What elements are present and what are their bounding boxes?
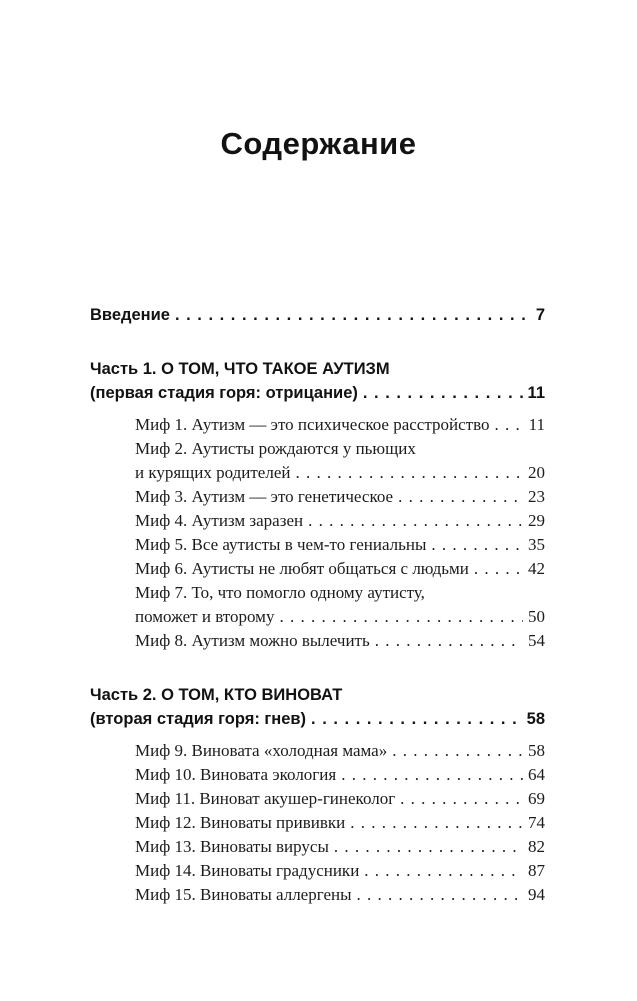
toc-entry-text: Миф 9. Виновата «холодная мама»	[135, 741, 388, 760]
toc-entry-text: Миф 11. Виноват акушер-гинеколог	[135, 789, 396, 808]
toc-entry-text: (первая стадия горя: отрицание)	[90, 384, 358, 402]
dot-leader	[175, 303, 531, 327]
toc-item	[90, 581, 545, 629]
toc-heading	[90, 303, 545, 327]
toc-entry-text: Часть 1. О ТОМ, ЧТО ТАКОЕ АУТИЗМ	[90, 360, 390, 378]
dot-leader	[400, 787, 523, 811]
dot-leader	[392, 739, 523, 763]
toc-entry-text: Миф 2. Аутисты рождаются у пьющих	[135, 439, 416, 458]
toc-item	[90, 787, 545, 811]
page-number: 64	[528, 765, 545, 784]
toc-item	[90, 413, 545, 437]
dot-leader	[431, 533, 523, 557]
toc-heading	[90, 683, 545, 731]
page-number: 82	[528, 837, 545, 856]
toc-item	[90, 883, 545, 907]
dot-leader	[350, 811, 523, 835]
toc-entry-text: Введение	[90, 306, 170, 324]
toc-item	[90, 485, 545, 509]
page-number: 23	[528, 487, 545, 506]
toc-item	[90, 811, 545, 835]
toc-item	[90, 739, 545, 763]
page-number: 20	[528, 463, 545, 482]
dot-leader	[398, 485, 523, 509]
dot-leader	[308, 509, 523, 533]
toc-item	[90, 437, 545, 485]
toc-entry-text: Часть 2. О ТОМ, КТО ВИНОВАТ	[90, 686, 343, 704]
page-number: 7	[535, 306, 545, 324]
dot-leader	[295, 461, 523, 485]
dot-leader	[375, 629, 523, 653]
toc-entry-text: и курящих родителей	[135, 463, 291, 482]
page-number: 54	[528, 631, 545, 650]
dot-leader	[341, 763, 523, 787]
page-number: 29	[528, 511, 545, 530]
toc-item	[90, 509, 545, 533]
page-number: 87	[528, 861, 545, 880]
page-title: Содержание	[220, 126, 417, 161]
toc-item	[90, 557, 545, 581]
dot-leader	[494, 413, 523, 437]
toc-item	[90, 629, 545, 653]
page-number: 35	[528, 535, 545, 554]
page-number: 94	[528, 885, 545, 904]
page-number: 11	[527, 384, 545, 402]
toc-entry-text: Миф 7. То, что помогло одному аутисту,	[135, 583, 425, 602]
toc-entry-text: поможет и второму	[135, 607, 275, 626]
page-number: 50	[528, 607, 545, 626]
page-number: 69	[528, 789, 545, 808]
toc-entry-text: Миф 15. Виноваты аллергены	[135, 885, 352, 904]
toc-entry-text: (вторая стадия горя: гнев)	[90, 710, 307, 728]
page-number: 74	[528, 813, 545, 832]
page-number: 58	[526, 710, 545, 728]
dot-leader	[363, 381, 523, 405]
dot-leader	[334, 835, 523, 859]
toc-entry-text: Миф 1. Аутизм — это психическое расстройство	[135, 415, 490, 434]
page-number: 58	[528, 741, 545, 760]
dot-leader	[357, 883, 523, 907]
toc-item	[90, 533, 545, 557]
toc-item	[90, 835, 545, 859]
toc-heading	[90, 357, 545, 405]
page-number: 42	[528, 559, 545, 578]
toc-entry-text: Миф 13. Виноваты вирусы	[135, 837, 329, 856]
dot-leader	[364, 859, 523, 883]
toc-entry-text: Миф 3. Аутизм — это генетическое	[135, 487, 394, 506]
toc-item	[90, 763, 545, 787]
page-number: 11	[528, 415, 545, 434]
toc-entry-text: Миф 4. Аутизм заразен	[135, 511, 304, 530]
toc-list	[90, 303, 545, 907]
toc-entry-text: Миф 12. Виноваты прививки	[135, 813, 346, 832]
dot-leader	[474, 557, 523, 581]
dot-leader	[279, 605, 523, 629]
dot-leader	[311, 707, 522, 731]
toc-entry-text: Миф 10. Виновата экология	[135, 765, 337, 784]
toc-entry-text: Миф 6. Аутисты не любят общаться с людьми	[135, 559, 469, 578]
toc-entry-text: Миф 14. Виноваты градусники	[135, 861, 360, 880]
toc-item	[90, 859, 545, 883]
toc-entry-text: Миф 8. Аутизм можно вылечить	[135, 631, 370, 650]
toc-entry-text: Миф 5. Все аутисты в чем-то гениальны	[135, 535, 427, 554]
